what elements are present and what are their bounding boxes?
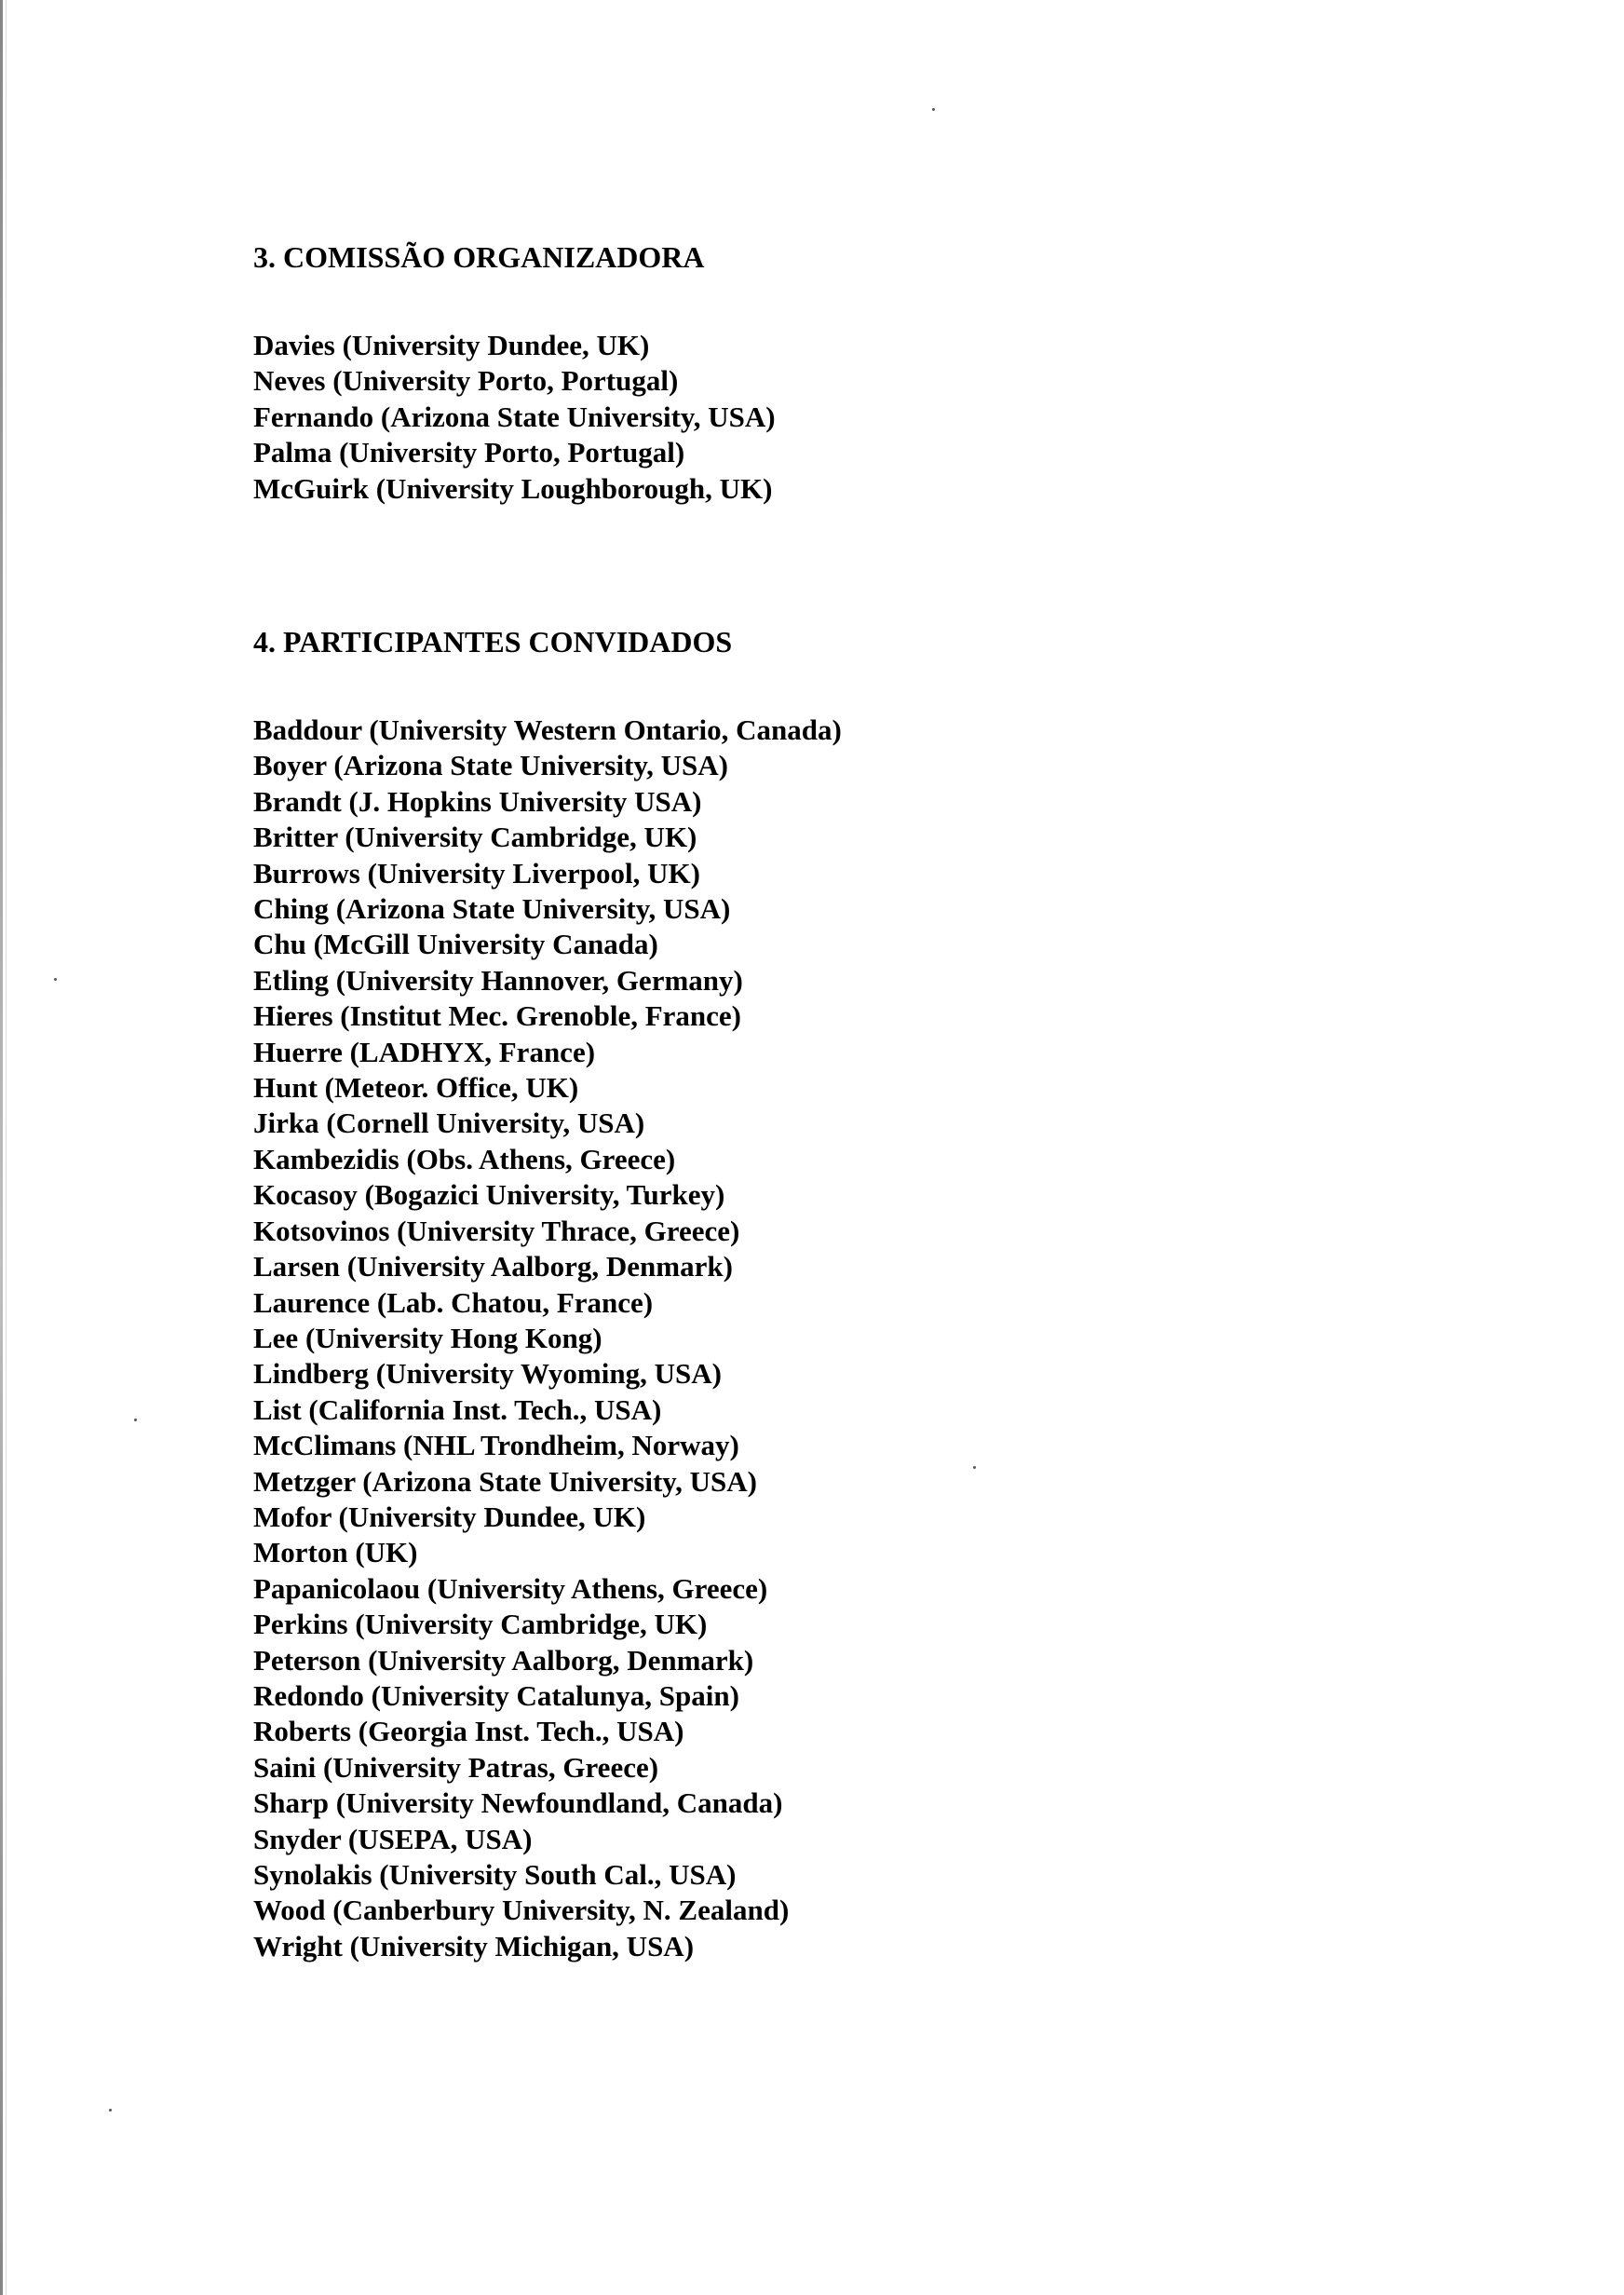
list-item: List (California Inst. Tech., USA) [253,1392,662,1426]
list-item: Sharp (University Newfoundland, Canada) [253,1786,783,1820]
scan-speck [973,1466,976,1469]
list-item: Kocasoy (Bogazici University, Turkey) [253,1178,725,1212]
scan-edge-shadow [0,0,3,2295]
list-item: Chu (McGill University Canada) [253,928,658,961]
list-item: Lee (University Hong Kong) [253,1321,602,1354]
list-item: Morton (UK) [253,1536,418,1569]
list-item: McGuirk (University Loughborough, UK) [253,471,773,505]
list-item: McClimans (NHL Trondheim, Norway) [253,1429,739,1462]
list-item: Palma (University Porto, Portugal) [253,436,685,469]
list-item: Lindberg (University Wyoming, USA) [253,1357,722,1391]
list-item: Kambezidis (Obs. Athens, Greece) [253,1142,676,1175]
list-item: Brandt (J. Hopkins University USA) [253,784,702,818]
list-item: Synolakis (University South Cal., USA) [253,1858,737,1891]
list-item: Metzger (Arizona State University, USA) [253,1464,757,1498]
list-item: Jirka (Cornell University, USA) [253,1107,645,1140]
section-heading: 3. COMISSÃO ORGANIZADORA [253,240,705,274]
list-item: Roberts (Georgia Inst. Tech., USA) [253,1715,684,1748]
list-item: Peterson (University Aalborg, Denmark) [253,1643,754,1677]
list-item: Laurence (Lab. Chatou, France) [253,1285,654,1319]
scan-speck [54,978,57,981]
list-item: Davies (University Dundee, UK) [253,329,650,361]
section-organizing-committee [253,239,776,507]
list-item: Snyder (USEPA, USA) [253,1822,533,1855]
scan-edge-line [6,0,7,2295]
scan-speck [134,1419,137,1421]
list-item: Mofor (University Dundee, UK) [253,1500,646,1533]
list-item: Kotsovinos (University Thrace, Greece) [253,1214,740,1247]
scan-speck [932,108,935,111]
list-item: Ching (Arizona State University, USA) [253,892,731,926]
list-item: Burrows (University Liverpool, UK) [253,856,700,889]
participants-list [253,713,842,1964]
list-item: Larsen (University Aalborg, Denmark) [253,1250,733,1283]
section-invited-participants [253,624,842,1964]
list-item: Hunt (Meteor. Office, UK) [253,1071,579,1105]
list-item: Wright (University Michigan, USA) [253,1929,695,1962]
list-item: Huerre (LADHYX, France) [253,1035,596,1068]
list-item: Saini (University Patras, Greece) [253,1750,659,1784]
list-item: Boyer (Arizona State University, USA) [253,749,729,782]
list-item: Britter (University Cambridge, UK) [253,821,697,854]
list-item: Baddour (University Western Ontario, Canada) [253,713,842,746]
list-item: Perkins (University Cambridge, UK) [253,1608,708,1641]
list-item: Etling (University Hannover, Germany) [253,963,743,997]
list-item: Wood (Canberbury University, N. Zealand) [253,1894,790,1927]
list-item: Papanicolaou (University Athens, Greece) [253,1571,768,1605]
list-item: Redondo (University Catalunya, Spain) [253,1678,739,1712]
scan-speck [109,2109,112,2112]
section-heading: 4. PARTICIPANTES CONVIDADOS [253,625,733,659]
committee-list [253,328,776,507]
list-item: Neves (University Porto, Portugal) [253,364,679,398]
list-item: Hieres (Institut Mec. Grenoble, France) [253,999,742,1033]
list-item: Fernando (Arizona State University, USA) [253,400,776,433]
